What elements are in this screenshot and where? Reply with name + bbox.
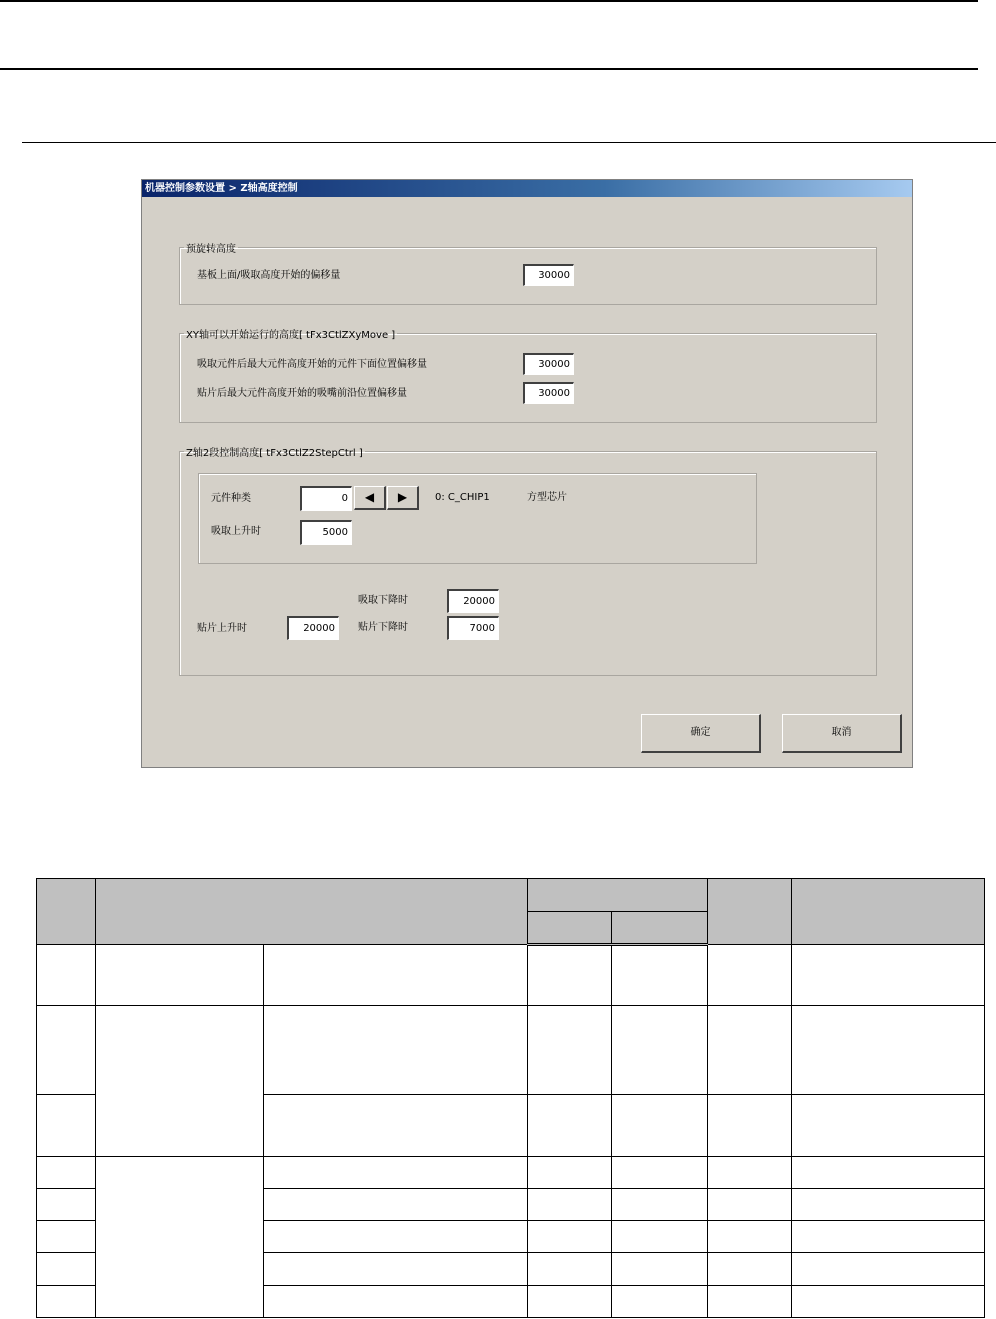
triangle-left-icon: ◀ <box>364 490 375 504</box>
part-type-input[interactable]: 0 <box>300 486 352 511</box>
part-type-next-button[interactable] <box>387 486 419 510</box>
part-type-label: 元件种类 <box>211 493 251 504</box>
table-header-cell <box>37 879 96 945</box>
z-axis-height-dialog <box>141 179 913 768</box>
table-header-cell <box>528 912 612 945</box>
part-type-code: 0: C_CHIP1 <box>435 492 490 503</box>
table-header-cell <box>612 912 708 945</box>
place-down-input[interactable]: 7000 <box>447 616 499 640</box>
dialog-title: 机器控制参数设置 > Z轴高度控制 <box>142 180 912 197</box>
pre-rotation-offset-label: 基板上面/吸取高度开始的偏移量 <box>197 270 341 281</box>
table-header-cell <box>792 879 985 945</box>
table-header-cell <box>708 879 792 945</box>
xy-move-height-legend: XY轴可以开始运行的高度[ tFx3CtlZXyMove ] <box>186 330 396 341</box>
pick-down-input[interactable]: 20000 <box>447 589 499 613</box>
triangle-right-icon: ▶ <box>397 490 408 504</box>
table-header-cell <box>96 879 528 945</box>
pick-offset-label: 吸取元件后最大元件高度开始的元件下面位置偏移量 <box>197 359 427 370</box>
table-row <box>37 945 985 1006</box>
header-top-rule <box>0 0 978 2</box>
pick-rise-input[interactable]: 5000 <box>300 520 352 545</box>
part-type-description: 方型芯片 <box>527 492 567 503</box>
pick-offset-input[interactable]: 30000 <box>523 353 574 375</box>
place-offset-label: 贴片后最大元件高度开始的吸嘴前沿位置偏移量 <box>197 388 407 399</box>
place-down-label: 贴片下降时 <box>358 622 408 633</box>
pick-rise-label: 吸取上升时 <box>211 526 261 537</box>
z-two-step-legend: Z轴2段控制高度[ tFx3CtlZ2StepCtrl ] <box>186 448 363 459</box>
place-rise-label: 贴片上升时 <box>197 623 247 634</box>
place-rise-input[interactable]: 20000 <box>287 616 339 640</box>
parameter-table <box>36 878 985 1318</box>
table-row <box>37 1006 985 1095</box>
section-rule <box>22 142 996 143</box>
part-type-prev-button[interactable] <box>354 486 386 510</box>
ok-button[interactable]: 确定 <box>641 714 761 753</box>
header-second-rule <box>0 68 978 70</box>
table-header-cell <box>528 879 708 912</box>
pick-down-label: 吸取下降时 <box>358 595 408 606</box>
table-row <box>37 1156 985 1188</box>
pre-rotation-offset-input[interactable]: 30000 <box>523 264 574 286</box>
pre-rotation-legend: 预旋转高度 <box>186 244 236 255</box>
place-offset-input[interactable]: 30000 <box>523 382 574 404</box>
part-type-box <box>198 473 757 564</box>
cancel-button[interactable]: 取消 <box>782 714 902 753</box>
